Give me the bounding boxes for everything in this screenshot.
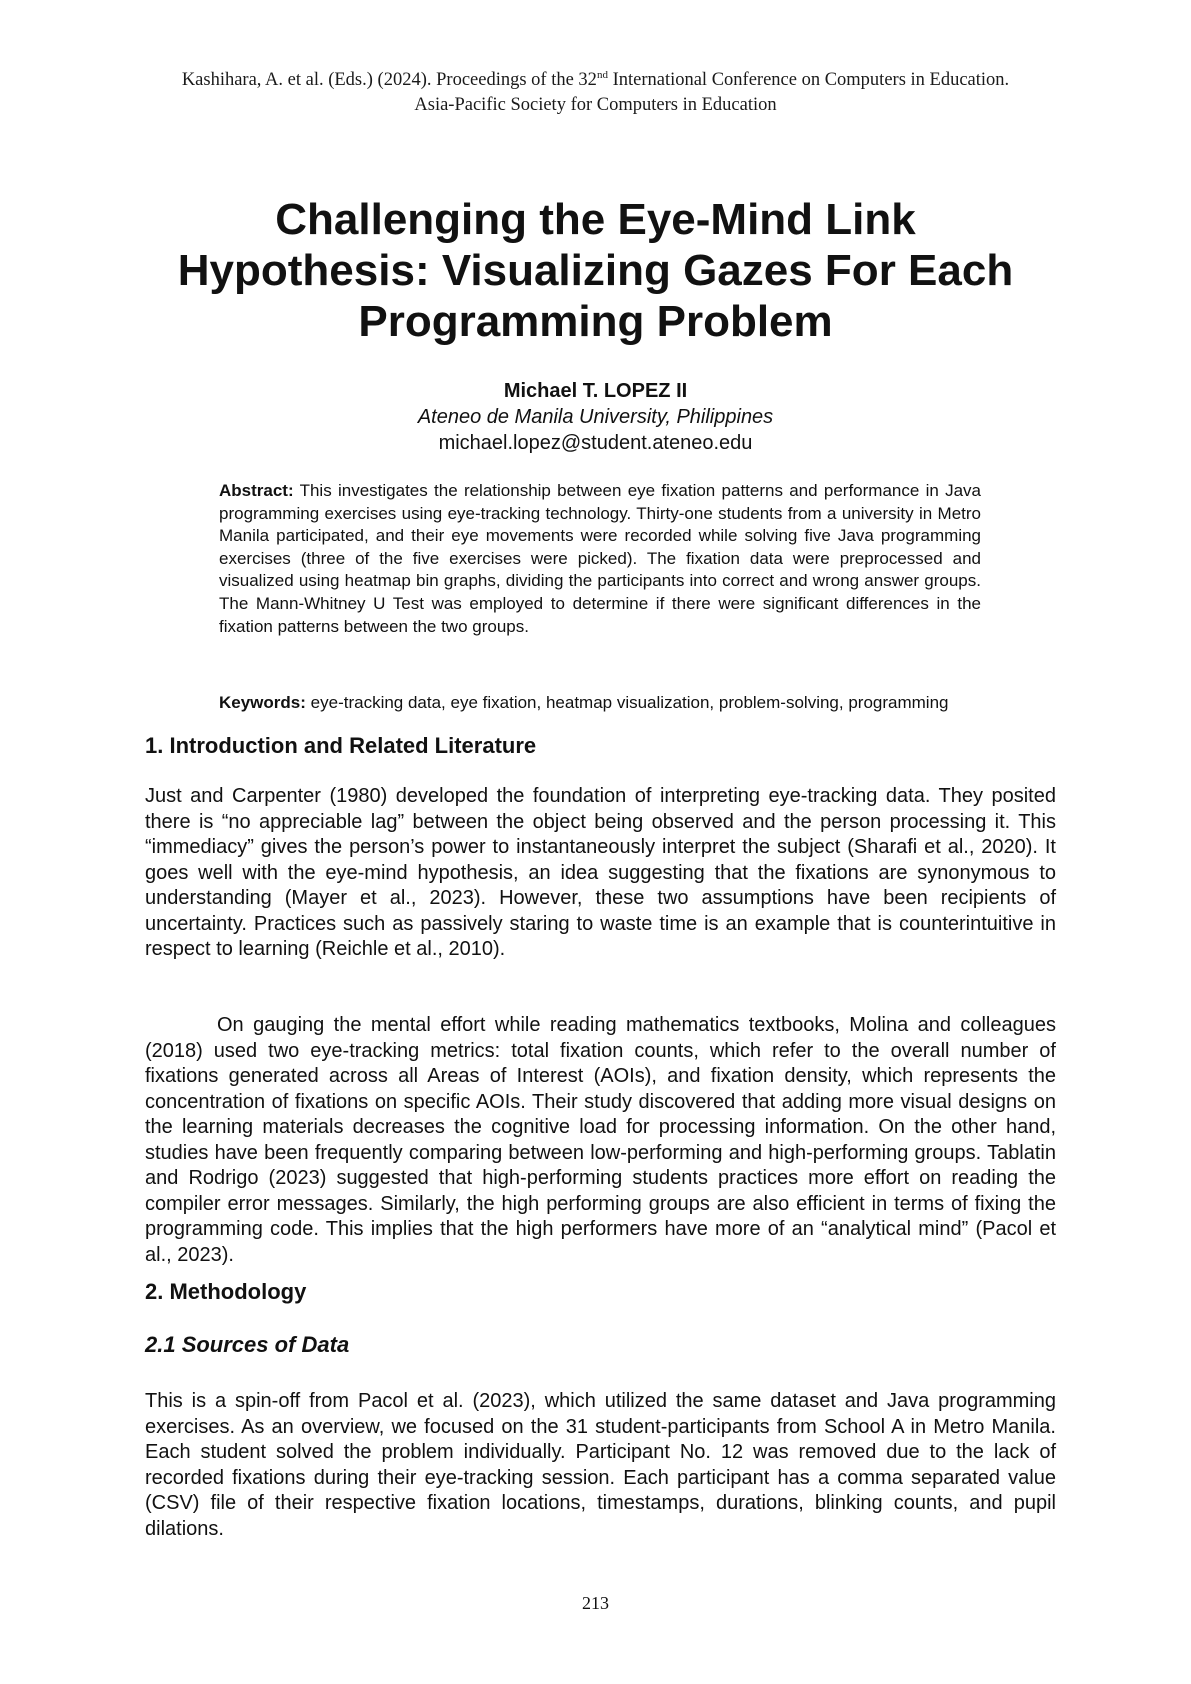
- abstract: [219, 480, 981, 638]
- section-heading-methodology: 2. Methodology: [145, 1279, 307, 1304]
- abstract-label: Abstract:: [219, 481, 294, 500]
- running-head-line1: Kashihara, A. et al. (Eds.) (2024). Proceedings of the 32nd International Conference on Computers in Education.: [181, 68, 1010, 90]
- keywords: [219, 692, 981, 715]
- keywords-text: eye-tracking data, eye fixation, heatmap visualization, problem-solving, programming: [310, 693, 949, 712]
- keywords-label: Keywords:: [219, 693, 306, 712]
- title-line: Hypothesis: Visualizing Gazes For Each: [177, 246, 1014, 295]
- author-affiliation: Ateneo de Manila University, Philippines: [417, 406, 774, 428]
- intro-paragraph-2: On gauging the mental effort while reading mathematics textbooks, Molina and colleagues (2018) used two eye-tracking metrics: total fixation counts, which refer to the overall number of fixations generated across all Areas of Interest (AOIs), and fixation density, which represents the concentration of fixations on specific AOIs. Their study discovered that adding more visual designs on the learning materials decreases the cognitive load for processing information. On the other hand, studies have been frequently comparing between low-performing and high-performing groups. Tablatin and Rodrigo (2023) suggested that high-performing students practices more effort on reading the compiler error messages. Similarly, the high performing groups are also efficient in terms of fixing the programming code. This implies that the high performers have more of an “analytical mind” (Pacol et al., 2023).: [145, 1014, 1056, 1266]
- running-head-line2: Asia-Pacific Society for Computers in Education: [414, 95, 777, 115]
- abstract-text: This investigates the relationship between eye fixation patterns and performance in Java programming exercises using eye-tracking technology. Thirty-one students from a university in Metro Manila participated, and their eye movements were recorded while solving five Java programming exercises (three of the five exercises were picked). The fixation data were preprocessed and visualized using heatmap bin graphs, dividing the participants into correct and wrong answer groups. The Mann-Whitney U Test was employed to determine if there were significant differences in the fixation patterns between the two groups.: [219, 481, 981, 636]
- page-number: 213: [582, 1593, 609, 1613]
- intro-paragraph-1: Just and Carpenter (1980) developed the foundation of interpreting eye-tracking data. They posited there is “no appreciable lag” between the object being observed and the person processing it. This “immediacy” gives the person’s power to instantaneously interpret the subject (Sharafi et al., 2020). It goes well with the eye-mind hypothesis, an idea suggesting that the fixations are synonymous to understanding (Mayer et al., 2023). However, these two assumptions have been recipients of uncertainty. Practices such as passively staring to waste time is an example that is counterintuitive in respect to learning (Reichle et al., 2010).: [145, 785, 1056, 960]
- author-email: michael.lopez@student.ateneo.edu: [438, 432, 753, 454]
- paper-title: [0, 194, 1191, 347]
- subsection-heading-sources: 2.1 Sources of Data: [145, 1332, 350, 1357]
- author-block: [0, 378, 1191, 456]
- title-line: Challenging the Eye-Mind Link: [275, 195, 916, 244]
- author-name: Michael T. LOPEZ II: [503, 380, 688, 402]
- methodology-paragraph-1: This is a spin-off from Pacol et al. (2023), which utilized the same dataset and Java programming exercises. As an overview, we focused on the 31 student-participants from School A in Metro Manila. Each student solved the problem individually. Participant No. 12 was removed due to the lack of recorded fixations during their eye-tracking session. Each participant has a comma separated value (CSV) file of their respective fixation locations, timestamps, durations, blinking counts, and pupil dilations.: [145, 1390, 1056, 1540]
- section-heading-introduction: 1. Introduction and Related Literature: [145, 733, 537, 758]
- running-head: [0, 68, 1191, 118]
- title-line: Programming Problem: [358, 297, 833, 346]
